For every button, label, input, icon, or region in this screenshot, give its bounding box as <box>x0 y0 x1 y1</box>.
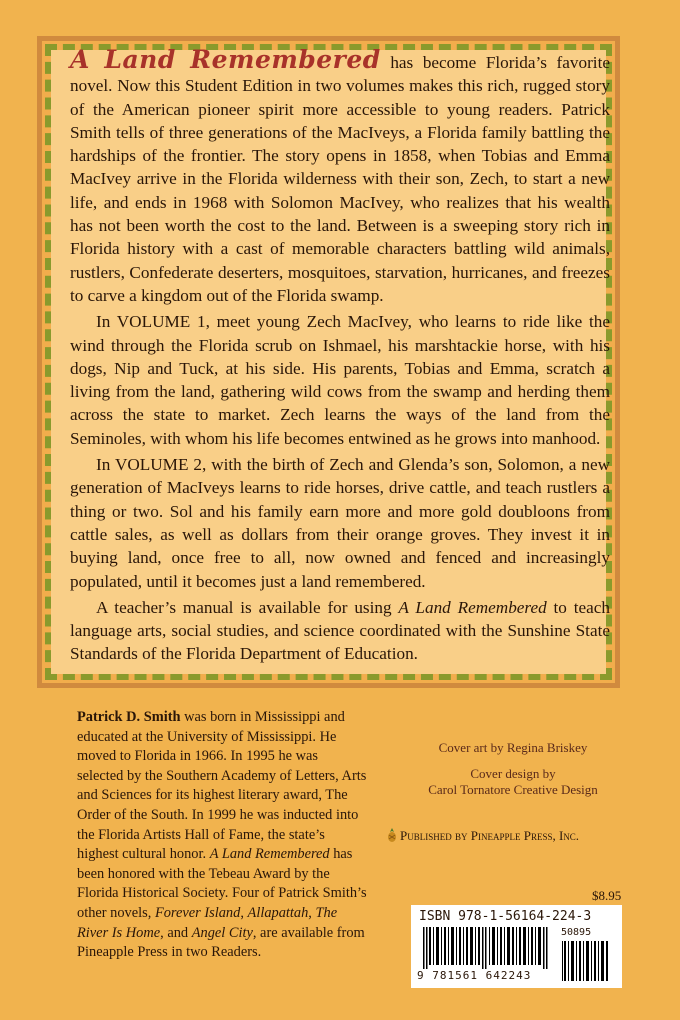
cover-design-credit: Carol Tornatore Creative Design <box>428 782 598 797</box>
pineapple-icon <box>386 828 398 842</box>
barcode-addon-digits: 50895 <box>561 927 592 938</box>
cover-design-label: Cover design by <box>470 766 556 781</box>
barcode-main-digits: 9 781561 642243 <box>417 969 532 982</box>
isbn-text: ISBN 978-1-56164-224-3 <box>419 909 592 924</box>
price: $8.95 <box>592 888 622 903</box>
book-title-script: A Land Remembered <box>70 45 381 74</box>
blurb-paragraph-1: A Land Remembered has become Florida’s favorite novel. Now this Student Edition in two volumes makes this rich, rugged story of the American pioneer spirit more accessible to young readers. Patrick Smith tells of three generations of the MacIveys, a Florida family battling the hardships of the frontier. The story opens in 1858, when Tobias and Emma MacIvey arrive in the Florida wilderness with their son, Zech, to start a new life, and ends in 1968 with Solomon MacIvey, who realizes that his wealth has not been worth the cost to the land. Between is a sweeping story rich in Florida history with a cast of memorable characters battling wild animals, rustlers, Confederate deserters, mosquitoes, starvation, hurricanes, and freezes to carve a kingdom out of the Florida swamp. <box>70 45 610 305</box>
author-bio: Patrick D. Smith was born in Mississippi and educated at the University of Mississippi. He moved to Florida in 1966. In 1995 he was selected by the Southern Academy of Letters, Arts and Sciences for its highest literary award, The Order of the South. In 1999 he was inducted into the Florida Artists Hall of Fame, the state’s highest cultural honor. A Land Remembered has been honored with the Tebeau Award by the Florida Historical Society. Four of Patrick Smith’s other novels, Forever Island, Allapattah, The River Is Home, and Angel City, are available from Pineapple Press in two Readers. <box>77 709 367 961</box>
cover-credits <box>398 740 628 808</box>
isbn-barcode <box>411 905 622 988</box>
blurb-paragraph-teacher-manual: A teacher’s manual is available for using A Land Remembered to teach language arts, social studies, and science coordinated with the Sunshine State Standards of the Florida Department of Education. <box>70 597 610 664</box>
blurb-paragraph-volume-2: In VOLUME 2, with the birth of Zech and Glenda’s son, Solomon, a new generation of MacIveys learns to ride horses, drive cattle, and teach rustlers a thing or two. Sol and his family earn more and more gold doubloons from cattle sales, as well as dollars from their orange groves. They invest it in buying land, once free to all, now owned and fenced and increasingly populated, until it becomes just a land remembered. <box>70 455 610 591</box>
book-blurb <box>70 45 610 669</box>
author-name: Patrick D. Smith <box>77 709 181 725</box>
barcode-addon-bars <box>561 941 611 981</box>
blurb-paragraph-volume-1: In VOLUME 1, meet young Zech MacIvey, who learns to ride like the wind through the Florida scrub on Ishmael, his marshtackie horse, with his dogs, Nip and Tuck, at his side. His parents, Tobias and Emma, scratch a living from the land, gathering wild cows from the swamp and herding them across the state to market. Zech learns the ways of the land from the Seminoles, with whom his life becomes entwined as he grows into manhood. <box>70 312 610 448</box>
barcode-bars <box>419 927 554 969</box>
publisher-line: Published by Pineapple Press, Inc. <box>386 828 579 844</box>
cover-art-credit: Cover art by Regina Briskey <box>438 740 588 755</box>
